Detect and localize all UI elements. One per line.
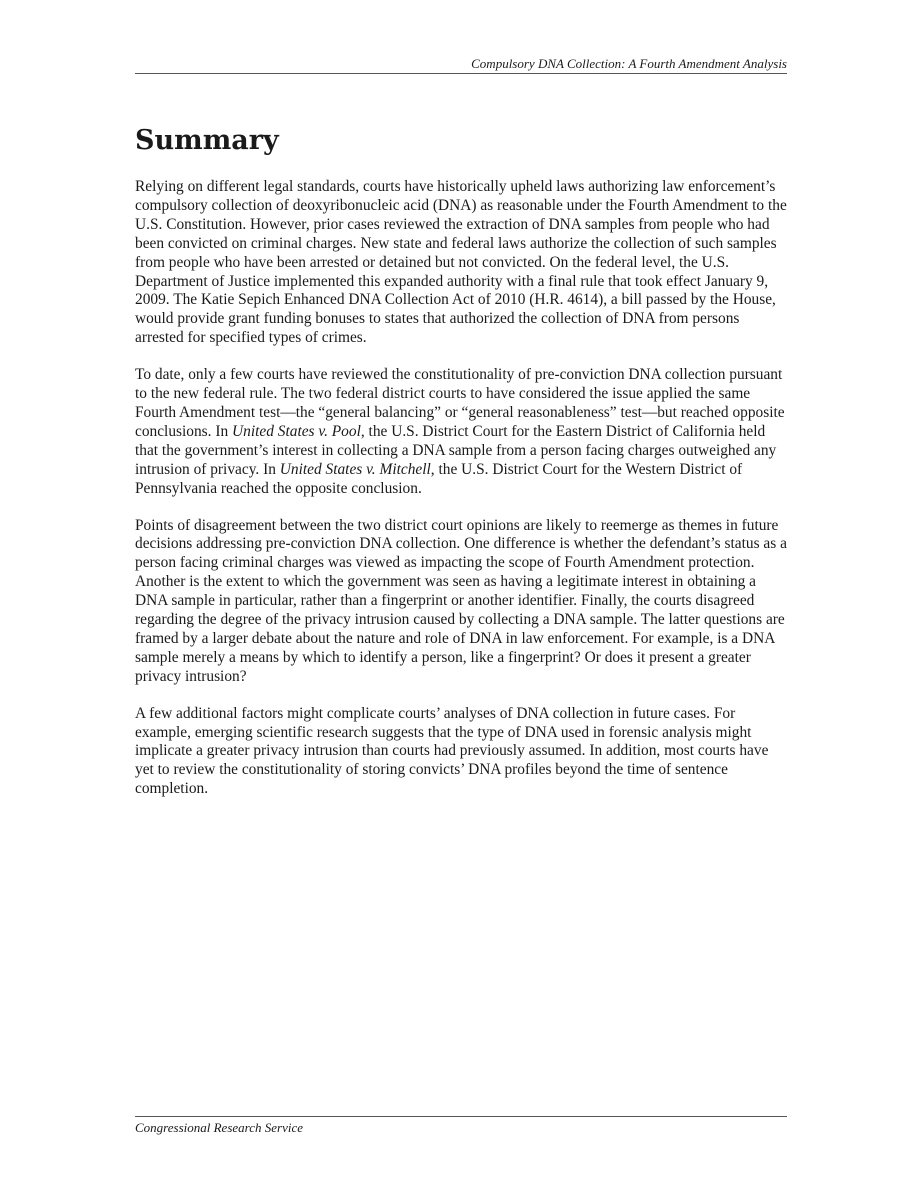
header-divider [135, 73, 787, 74]
footer-divider [135, 1116, 787, 1117]
case-name-mitchell: United States v. Mitchell [279, 460, 431, 478]
paragraph-2-text-b: , the U.S. District Court for the Eastern District of California held that the government’s interest in collecting a DNA sample from a person facing charges outweighed any intrusion of privacy. In [135, 422, 777, 478]
paragraph-2 [135, 366, 787, 498]
paragraph-4: A few additional factors might complicate courts’ analyses of DNA collection in future cases. For example, emerging scientific research suggests that the type of DNA used in forensic analysis might implicate a greater privacy intrusion than courts had previously assumed. In addition, most courts have yet to review the constitutionality of storing convicts’ DNA profiles beyond the time of sentence completion. [135, 704, 769, 798]
running-footer: Congressional Research Service [135, 1120, 303, 1135]
paragraph-3: Points of disagreement between the two district court opinions are likely to reemerge as themes in future decisions addressing pre-conviction DNA collection. One difference is whether the defendant’s status as a person facing criminal charges was viewed as impacting the scope of Fourth Amendment protection. Another is the extent to which the government was seen as having a legitimate interest in obtaining a DNA sample in particular, rather than a fingerprint or another identifier. Finally, the courts disagreed regarding the degree of the privacy intrusion caused by collecting a DNA sample. The latter questions are framed by a larger debate about the nature and role of DNA in law enforcement. For example, is a DNA sample merely a means by which to identify a person, like a fingerprint? Or does it present a greater privacy intrusion? [135, 516, 787, 685]
running-header: Compulsory DNA Collection: A Fourth Amendment Analysis [471, 56, 787, 71]
summary-body [135, 178, 787, 817]
paragraph-1: Relying on different legal standards, courts have historically upheld laws authorizing law enforcement’s compulsory collection of deoxyribonucleic acid (DNA) as reasonable under the Fourth Amendment to the U.S. Constitution. However, prior cases reviewed the extraction of DNA samples from people who had been convicted on criminal charges. New state and federal laws authorize the collection of such samples from people who have been arrested or detained but not convicted. On the federal level, the U.S. Department of Justice implemented this expanded authority with a final rule that took effect January 9, 2009. The Katie Sepich Enhanced DNA Collection Act of 2010 (H.R. 4614), a bill passed by the House, would provide grant funding bonuses to states that authorized the collection of DNA from persons arrested for specified types of crimes. [135, 178, 787, 347]
page-title: Summary [135, 125, 279, 156]
paragraph-2-text-a: To date, only a few courts have reviewed the constitutionality of pre-conviction DNA collection pursuant to the new federal rule. The two federal district courts to have considered the issue applied the same Fourth Amendment test—the “general balancing” or “general reasonableness” test—but reached opposite conclusions. In [135, 366, 785, 440]
case-name-pool: United States v. Pool [232, 422, 361, 440]
paragraph-2-text-c: , the U.S. District Court for the Western District of Pennsylvania reached the opposite conclusion. [135, 460, 743, 497]
